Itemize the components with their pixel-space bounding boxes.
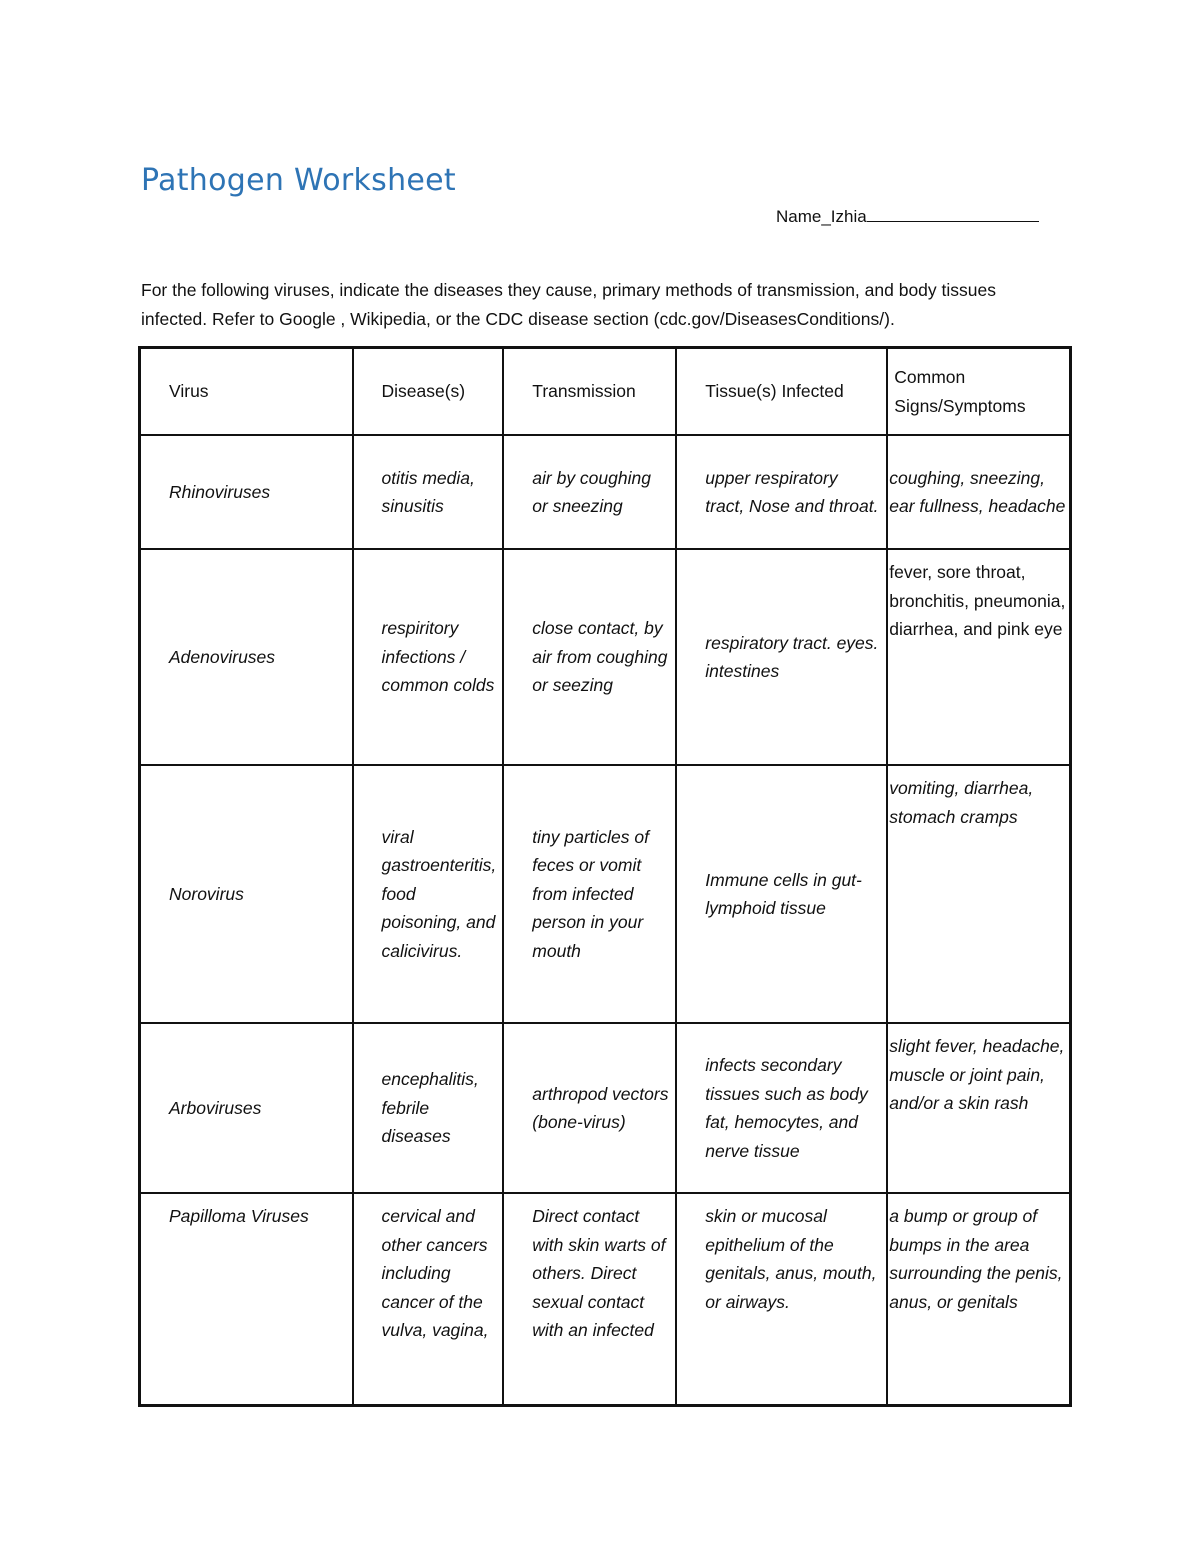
header-cell: Disease(s) — [353, 348, 504, 436]
table-row — [140, 435, 1071, 549]
disease-cell: encephalitis, febrile diseases — [353, 1023, 504, 1193]
name-label: Name_Izhia — [776, 207, 867, 226]
table-row — [140, 549, 1071, 765]
disease-cell: cervical and other cancers including cancer of the vulva, vagina, — [353, 1193, 504, 1405]
table-header-row — [140, 348, 1071, 436]
transmission-cell: tiny particles of feces or vomit from infected person in your mouth — [503, 765, 676, 1023]
name-blank-line — [867, 207, 1039, 222]
tissue-cell: respiratory tract. eyes. intestines — [676, 549, 887, 765]
tissue-cell: infects secondary tissues such as body fat, hemocytes, and nerve tissue — [676, 1023, 887, 1193]
table-row — [140, 1193, 1071, 1405]
disease-cell: viral gastroenteritis, food poisoning, and calicivirus. — [353, 765, 504, 1023]
name-field — [776, 207, 1039, 227]
tissue-cell: skin or mucosal epithelium of the genitals, anus, mouth, or airways. — [676, 1193, 887, 1405]
header-cell: Tissue(s) Infected — [676, 348, 887, 436]
header-cell: Transmission — [503, 348, 676, 436]
transmission-cell: Direct contact with skin warts of others. Direct sexual contact with an infected — [503, 1193, 676, 1405]
table-row — [140, 1023, 1071, 1193]
tissue-cell: Immune cells in gut- lymphoid tissue — [676, 765, 887, 1023]
symptoms-cell: a bump or group of bumps in the area surrounding the penis, anus, or genitals — [887, 1193, 1070, 1405]
virus-cell: Norovirus — [140, 765, 353, 1023]
pathogen-table — [138, 346, 1072, 1407]
virus-cell: Arboviruses — [140, 1023, 353, 1193]
transmission-cell: air by coughing or sneezing — [503, 435, 676, 549]
header-cell: Virus — [140, 348, 353, 436]
table-row — [140, 765, 1071, 1023]
disease-cell: respiritory infections / common colds — [353, 549, 504, 765]
symptoms-cell: fever, sore throat, bronchitis, pneumonia, diarrhea, and pink eye — [887, 549, 1070, 765]
instructions-text: For the following viruses, indicate the diseases they cause, primary methods of transmission, and body tissues infected. Refer to Google , Wikipedia, or the CDC disease section (cdc.gov/DiseasesConditions/). — [141, 280, 996, 329]
symptoms-cell: slight fever, headache, muscle or joint pain, and/or a skin rash — [887, 1023, 1070, 1193]
disease-cell: otitis media, sinusitis — [353, 435, 504, 549]
page-title: Pathogen Worksheet — [141, 163, 456, 198]
tissue-cell: upper respiratory tract, Nose and throat. — [676, 435, 887, 549]
symptoms-cell: coughing, sneezing, ear fullness, headache — [887, 435, 1070, 549]
virus-cell: Papilloma Viruses — [140, 1193, 353, 1405]
transmission-cell: arthropod vectors (bone-virus) — [503, 1023, 676, 1193]
transmission-cell: close contact, by air from coughing or seezing — [503, 549, 676, 765]
virus-cell: Rhinoviruses — [140, 435, 353, 549]
symptoms-cell: vomiting, diarrhea, stomach cramps — [887, 765, 1070, 1023]
header-cell: Common Signs/Symptoms — [887, 348, 1070, 436]
virus-cell: Adenoviruses — [140, 549, 353, 765]
